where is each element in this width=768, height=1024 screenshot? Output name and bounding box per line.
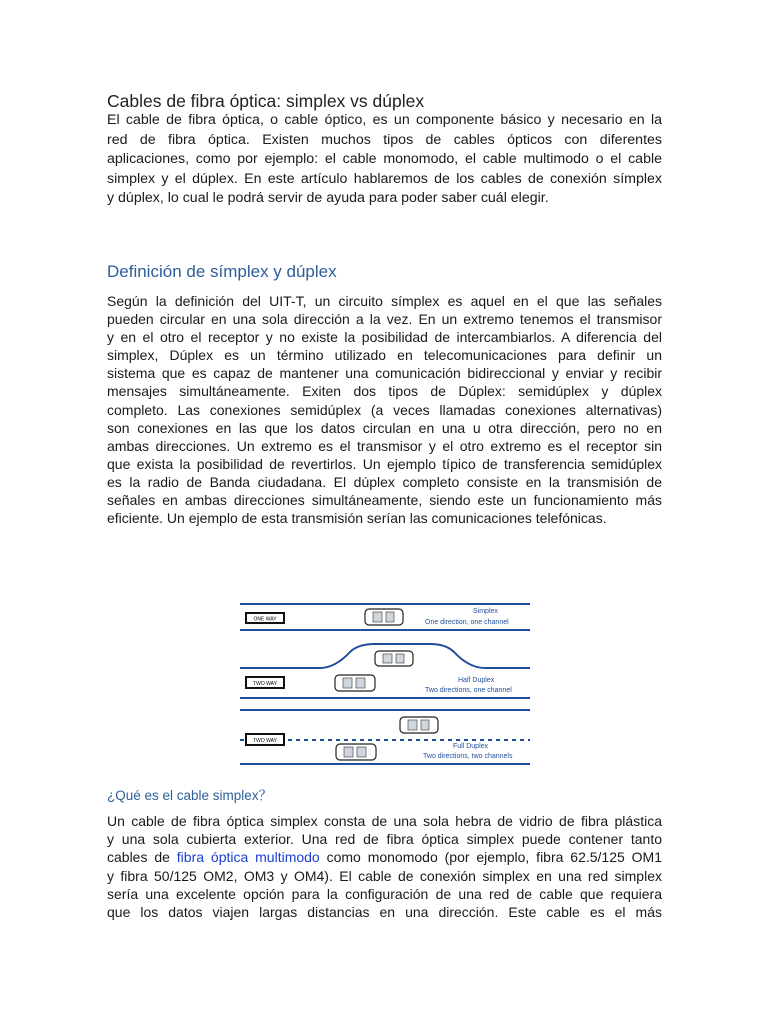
simplex-line: cables de fibra óptica multimodo como monomodo (por ejemplo, fibra 62.5/125 OM1 — [107, 849, 662, 866]
definition-line: es la radio de Banda ciudadana. El dúplex completo consiste en la transmisión de — [107, 473, 662, 490]
car-icon — [335, 675, 375, 691]
full-duplex-road — [240, 710, 530, 764]
car-icon — [375, 651, 413, 666]
definition-line: simplex, Dúplex es un término utilizado en telecomunicaciones para definir un — [107, 347, 662, 364]
definition-line: y en el otro el receptor y no existe la posibilidad de intercambiarlos. A diferencia del — [107, 329, 662, 346]
definition-line: completo. Las conexiones semidúplex (a veces llamadas conexiones alternativas) — [107, 401, 662, 418]
car-icon — [336, 744, 376, 760]
car-icon — [400, 717, 438, 733]
simplex-line: que los datos viajen largas distancias en una dirección. Este cable es el más — [107, 904, 662, 921]
intro-line: simplex y el dúplex. En este artículo hablaremos de los cables de conexión símplex — [107, 170, 662, 187]
intro-paragraph — [107, 111, 662, 209]
simplex-sublabel: One direction, one channel — [425, 619, 509, 626]
definition-line: señales en ambas direcciones simultáneamente, siendo este un funcionamiento más — [107, 492, 662, 509]
definition-line: que exista la posibilidad de revertirlos. Un ejemplo típico de transferencia semidúplex — [107, 455, 662, 472]
definition-line: ambas direcciones. Un extremo es el transmisor y el otro extremo es el receptor sin — [107, 437, 662, 454]
intro-line: aplicaciones, como por ejemplo: el cable monomodo, el cable multimodo o el cable — [107, 151, 662, 168]
half-duplex-sublabel: Two directions, one channel — [425, 687, 512, 694]
section-heading-cable-simplex: ¿Qué es el cable simplex？ — [107, 788, 273, 803]
full-duplex-sublabel: Two directions, two channels — [423, 753, 513, 760]
simplex-duplex-figure — [240, 600, 530, 768]
page-title: Cables de fibra óptica: simplex vs dúplex — [107, 91, 425, 111]
simplex-line: Un cable de fibra óptica simplex consta de una sola hebra de vidrio de fibra plástica — [107, 813, 662, 829]
simplex-line: y una sola cubierta exterior. Una red de fibra óptica simplex puede contener tanto — [107, 831, 662, 848]
one-way-sign — [245, 612, 285, 624]
fibra-multimodo-link[interactable]: fibra óptica multimodo — [176, 849, 320, 866]
definition-line: son conexiones en las que los datos circulan en una u otra dirección, pero no en — [107, 419, 662, 436]
definition-line: sistema que es capaz de mantener una comunicación bidireccional y enviar y recibir — [107, 365, 662, 382]
intro-line: red de fibra óptica. Existen muchos tipos de cables ópticos con diferentes — [107, 131, 662, 148]
car-icon — [365, 609, 403, 625]
full-duplex-label: Full Duplex — [453, 743, 489, 750]
definition-line: mensajes simultáneamente. Exiten dos tipos de Dúplex: semidúplex y dúplex — [107, 383, 662, 400]
simplex-label: Simplex — [473, 608, 498, 615]
svg-text:ONE WAY: ONE WAY — [253, 616, 277, 623]
simplex-paragraph — [107, 812, 662, 921]
intro-line: y dúplex, lo cual le podrá servir de ayuda para poder saber cuál elegir. — [107, 190, 549, 207]
simplex-line: sería una excelente opción para la configuración de una red de cable que requiera — [107, 885, 662, 902]
simplex-road — [240, 604, 530, 630]
definition-line: eficiente. Un ejemplo de esta transmisión serían las comunicaciones telefónicas. — [107, 510, 607, 527]
svg-text:TWO WAY: TWO WAY — [253, 738, 277, 744]
svg-text:TWO WAY: TWO WAY — [253, 681, 277, 687]
two-way-sign — [245, 733, 285, 746]
simplex-line: y fibra 50/125 OM2, OM3 y OM4). El cable de conexión simplex en una red simplex — [107, 867, 662, 884]
half-duplex-road — [240, 644, 530, 698]
intro-line: El cable de fibra óptica, o cable óptico, es un componente básico y necesario en la — [107, 112, 662, 128]
definition-line: Según la definición del UIT-T, un circuito símplex es aquel en el que las señales — [107, 293, 662, 309]
section-heading-definicion: Definición de símplex y dúplex — [107, 262, 337, 281]
definition-paragraph — [107, 292, 662, 527]
half-duplex-label: Half Duplex — [458, 677, 495, 684]
two-way-sign — [245, 676, 285, 689]
definition-line: pueden circular en una sola dirección a la vez. En un extremo tenemos el transmisor — [107, 311, 662, 328]
